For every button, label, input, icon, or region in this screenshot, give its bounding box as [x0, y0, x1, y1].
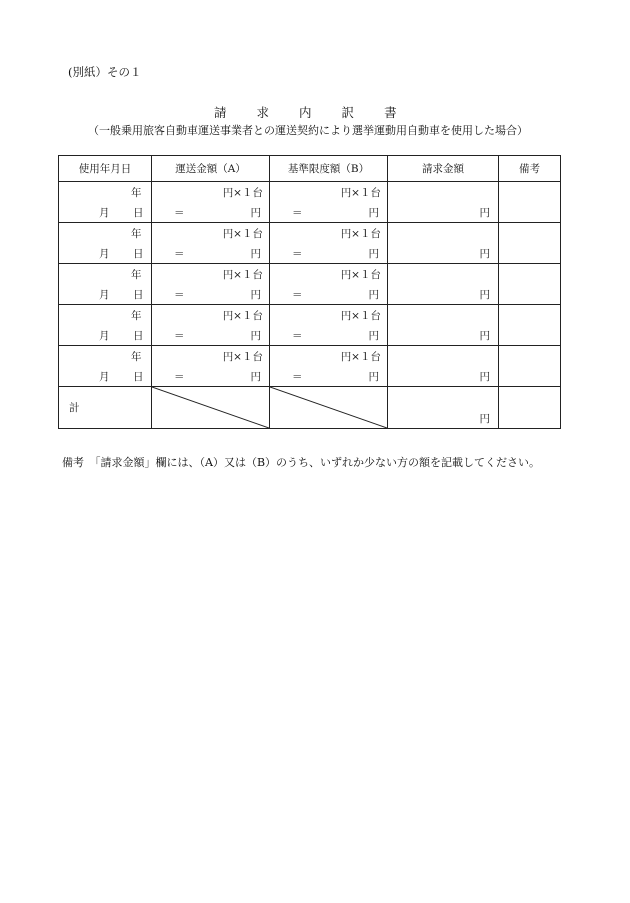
- claim-cell: [388, 346, 499, 387]
- claim-cell: [388, 182, 499, 223]
- year-unit: 年: [131, 228, 142, 240]
- claim-yen: 円: [479, 371, 490, 383]
- remarks-note: 備考 「請求金額」欄には、（A）又は（B）のうち、いずれか少ない方の額を記載してください。: [62, 456, 541, 469]
- claim-cell: [388, 264, 499, 305]
- total-amount-a-cell: [152, 387, 270, 429]
- title-char: 書: [384, 105, 397, 120]
- document-subtitle: （一般乗用旅客自動車運送事業者との運送契約により選挙運動用自動車を使用した場合）: [88, 124, 528, 137]
- equals-sign: ＝: [174, 207, 185, 219]
- equals-sign: ＝: [292, 248, 303, 260]
- claim-yen: 円: [479, 289, 490, 301]
- equals-sign: ＝: [292, 289, 303, 301]
- diagonal-line: [152, 387, 269, 428]
- table-row: [59, 264, 561, 305]
- claim-yen: 円: [479, 330, 490, 342]
- claim-yen: 円: [479, 248, 490, 260]
- limit-b-cell: [270, 223, 388, 264]
- remarks-cell: [499, 264, 561, 305]
- limit-b-yen: 円: [368, 207, 379, 219]
- amount-a-unit: 円×１台: [222, 269, 263, 281]
- year-unit: 年: [131, 187, 142, 199]
- limit-b-cell: [270, 182, 388, 223]
- table-row: [59, 182, 561, 223]
- remarks-cell: [499, 305, 561, 346]
- amount-a-cell: [152, 264, 270, 305]
- day-unit: 日: [133, 207, 144, 219]
- remarks-cell: [499, 223, 561, 264]
- table-body: [59, 182, 561, 387]
- total-remarks-cell: [499, 387, 561, 429]
- date-cell: [59, 346, 152, 387]
- month-unit: 月: [99, 289, 110, 301]
- title-char: 訳: [341, 105, 355, 120]
- remarks-cell: [499, 346, 561, 387]
- equals-sign: ＝: [292, 207, 303, 219]
- amount-a-unit: 円×１台: [222, 228, 263, 240]
- amount-a-unit: 円×１台: [222, 351, 263, 363]
- amount-a-cell: [152, 182, 270, 223]
- table-row: [59, 305, 561, 346]
- header-amount-a: 運送金額（A）: [152, 156, 270, 182]
- limit-b-unit: 円×１台: [340, 187, 381, 199]
- limit-b-yen: 円: [368, 371, 379, 383]
- date-cell: [59, 264, 152, 305]
- date-cell: [59, 182, 152, 223]
- total-claim-cell: [388, 387, 499, 429]
- day-unit: 日: [133, 248, 144, 260]
- amount-a-yen: 円: [250, 289, 261, 301]
- year-unit: 年: [131, 351, 142, 363]
- year-unit: 年: [131, 310, 142, 322]
- claim-yen: 円: [479, 207, 490, 219]
- date-cell: [59, 223, 152, 264]
- limit-b-yen: 円: [368, 289, 379, 301]
- limit-b-cell: [270, 305, 388, 346]
- claim-breakdown-table: [58, 155, 561, 429]
- amount-a-yen: 円: [250, 248, 261, 260]
- claim-cell: [388, 223, 499, 264]
- amount-a-yen: 円: [250, 371, 261, 383]
- table-row: [59, 223, 561, 264]
- equals-sign: ＝: [174, 371, 185, 383]
- diagonal-line: [270, 387, 387, 428]
- table-row: [59, 346, 561, 387]
- day-unit: 日: [133, 330, 144, 342]
- limit-b-unit: 円×１台: [340, 228, 381, 240]
- equals-sign: ＝: [174, 248, 185, 260]
- limit-b-yen: 円: [368, 330, 379, 342]
- limit-b-unit: 円×１台: [340, 269, 381, 281]
- claim-cell: [388, 305, 499, 346]
- amount-a-unit: 円×１台: [222, 187, 263, 199]
- header-limit-b: 基準限度額（B）: [270, 156, 388, 182]
- month-unit: 月: [99, 248, 110, 260]
- day-unit: 日: [133, 371, 144, 383]
- limit-b-unit: 円×１台: [340, 351, 381, 363]
- remarks-cell: [499, 182, 561, 223]
- equals-sign: ＝: [174, 330, 185, 342]
- amount-a-yen: 円: [250, 330, 261, 342]
- header-date: 使用年月日: [59, 156, 152, 182]
- total-label: 計: [69, 402, 80, 414]
- amount-a-yen: 円: [250, 207, 261, 219]
- attachment-label: (別紙）その１: [68, 65, 142, 79]
- equals-sign: ＝: [292, 330, 303, 342]
- title-char: 請: [214, 105, 227, 120]
- year-unit: 年: [131, 269, 142, 281]
- header-remarks: 備考: [499, 156, 561, 182]
- total-row: [59, 387, 561, 429]
- header-claim: 請求金額: [388, 156, 499, 182]
- total-limit-b-cell: [270, 387, 388, 429]
- amount-a-unit: 円×１台: [222, 310, 263, 322]
- equals-sign: ＝: [174, 289, 185, 301]
- table-header-row: [59, 156, 561, 182]
- title-char: 内: [299, 105, 312, 120]
- month-unit: 月: [99, 207, 110, 219]
- month-unit: 月: [99, 371, 110, 383]
- total-label-cell: [59, 387, 152, 429]
- equals-sign: ＝: [292, 371, 303, 383]
- date-cell: [59, 305, 152, 346]
- limit-b-cell: [270, 264, 388, 305]
- title-char: 求: [256, 105, 270, 120]
- amount-a-cell: [152, 305, 270, 346]
- limit-b-cell: [270, 346, 388, 387]
- month-unit: 月: [99, 330, 110, 342]
- amount-a-cell: [152, 346, 270, 387]
- total-yen: 円: [479, 413, 490, 425]
- amount-a-cell: [152, 223, 270, 264]
- limit-b-unit: 円×１台: [340, 310, 381, 322]
- limit-b-yen: 円: [368, 248, 379, 260]
- day-unit: 日: [133, 289, 144, 301]
- document-title: [214, 103, 397, 121]
